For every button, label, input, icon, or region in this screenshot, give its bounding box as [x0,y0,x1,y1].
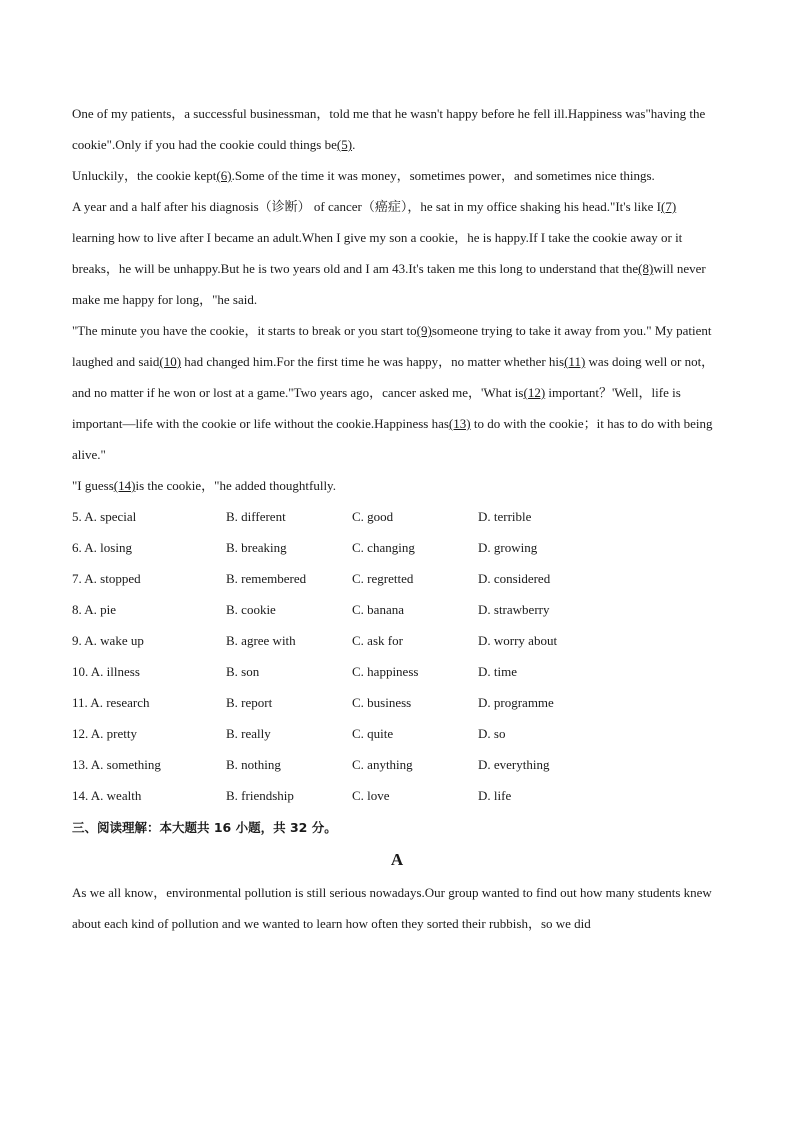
passage-text: .Some of the time it was money，sometimes power，and sometimes nice things. [231,168,655,183]
passage-paragraph [72,470,722,501]
section-heading: 三、阅读理解：本大题共 16 小题，共 32 分。 [72,819,337,835]
blank-number: (11) [564,354,586,369]
answer-option: D. terrible [478,508,532,524]
answer-option: D. strawberry [478,601,550,617]
question-row [72,719,722,750]
cloze-passage [72,98,722,501]
answer-option: B. nothing [226,757,281,773]
blank-number: (9) [416,323,432,338]
blank-number: (13) [448,416,471,431]
question-row [72,781,722,812]
answer-option: B. son [226,664,260,680]
answer-option: C. quite [352,726,394,742]
passage-paragraph [72,315,722,470]
passage-text: is the cookie，"he added thoughtfully. [135,478,336,493]
passage-text: . [352,137,356,152]
answer-option: 6. A. losing [72,539,132,555]
answer-option: C. banana [352,601,404,617]
answer-option: D. considered [478,570,551,586]
answer-option: 11. A. research [72,695,150,711]
answer-options [72,501,722,812]
passage-text: "I guess [72,478,114,493]
question-row [72,688,722,719]
answer-option: 10. A. illness [72,664,140,680]
answer-option: 5. A. special [72,508,137,524]
passage-text: was doing well or not，and no matter if he won or lost at a game."Two years ago，cancer asked me，'What is [72,354,715,400]
answer-option: C. ask for [352,632,403,648]
answer-option: D. worry about [478,632,558,648]
passage-paragraph [72,160,722,191]
answer-option: D. programme [478,695,554,711]
answer-option: 13. A. something [72,757,161,773]
passage-paragraph [72,98,722,160]
answer-option: 8. A. pie [72,601,117,617]
passage-text: important？'Well，life is important—life with the cookie or life without the cookie.Happiness has [72,385,681,431]
answer-option: D. life [478,788,512,804]
answer-option: C. changing [352,539,415,555]
answer-option: 14. A. wealth [72,788,142,804]
blank-number: (6) [216,168,232,183]
blank-number: (10) [159,354,182,369]
passage-text: "The minute you have the cookie，it starts to break or you start to [72,323,417,338]
answer-option: C. happiness [352,664,419,680]
answer-option: B. friendship [226,788,294,804]
answer-option: C. anything [352,757,413,773]
answer-option: B. agree with [226,632,296,648]
question-row [72,750,722,781]
passage-text: learning how to live after I became an adult.When I give my son a cookie，he is happy.If I take the cookie away or it breaks，he will be unhappy.But he is two years old and I am 43.It's taken me this long to understand that the [72,230,683,276]
answer-option: B. remembered [226,570,307,586]
blank-number: (5) [336,137,353,152]
question-row [72,501,722,532]
blank-number: (12) [523,385,546,400]
passage-text: someone trying to take it away from you." My patient laughed and said [72,323,712,369]
answer-option: 7. A. stopped [72,570,141,586]
question-row [72,563,722,594]
answer-option: D. everything [478,757,550,773]
answer-option: C. love [352,788,390,804]
blank-number: (14) [113,478,136,493]
answer-option: B. report [226,695,273,711]
question-row [72,656,722,687]
document-page [72,98,722,939]
question-row [72,594,722,625]
passage-paragraph [72,191,722,315]
answer-option: C. business [352,695,412,711]
passage-text: A year and a half after his diagnosis（诊断） of cancer（癌症），he sat in my office shaking his head."It's like I [72,199,662,214]
blank-number: (8) [638,261,654,276]
answer-option: B. breaking [226,539,287,555]
passage-text: had changed him.For the first time he was happy，no matter whether his [181,354,565,369]
passage-text: Unluckily，the cookie kept [72,168,217,183]
passage-label: A [390,849,404,869]
blank-number: (7) [661,199,677,214]
answer-option: D. time [478,664,517,680]
question-row [72,532,722,563]
answer-option: C. regretted [352,570,414,586]
answer-option: C. good [352,508,394,524]
answer-option: 12. A. pretty [72,726,137,742]
answer-option: B. different [226,508,286,524]
passage-text: One of my patients，a successful businessman，told me that he wasn't happy before he fell ill.Happiness was"having the cookie".Only if you had the cookie could things be [72,106,706,152]
question-row [72,625,722,656]
passage-a-paragraph: As we all know，environmental pollution is still serious nowadays.Our group wanted to find out how many students knew about each kind of pollution and we wanted to learn how often they sorted their rubbish，so we did [72,884,712,931]
answer-option: B. cookie [226,601,276,617]
answer-option: B. really [226,726,271,742]
passage-text: to do with the cookie；it has to do with being alive." [72,416,713,462]
answer-option: D. so [478,726,506,742]
passage-text: will never make me happy for long，"he said. [72,261,706,307]
answer-option: 9. A. wake up [72,632,144,648]
answer-option: D. growing [478,539,538,555]
